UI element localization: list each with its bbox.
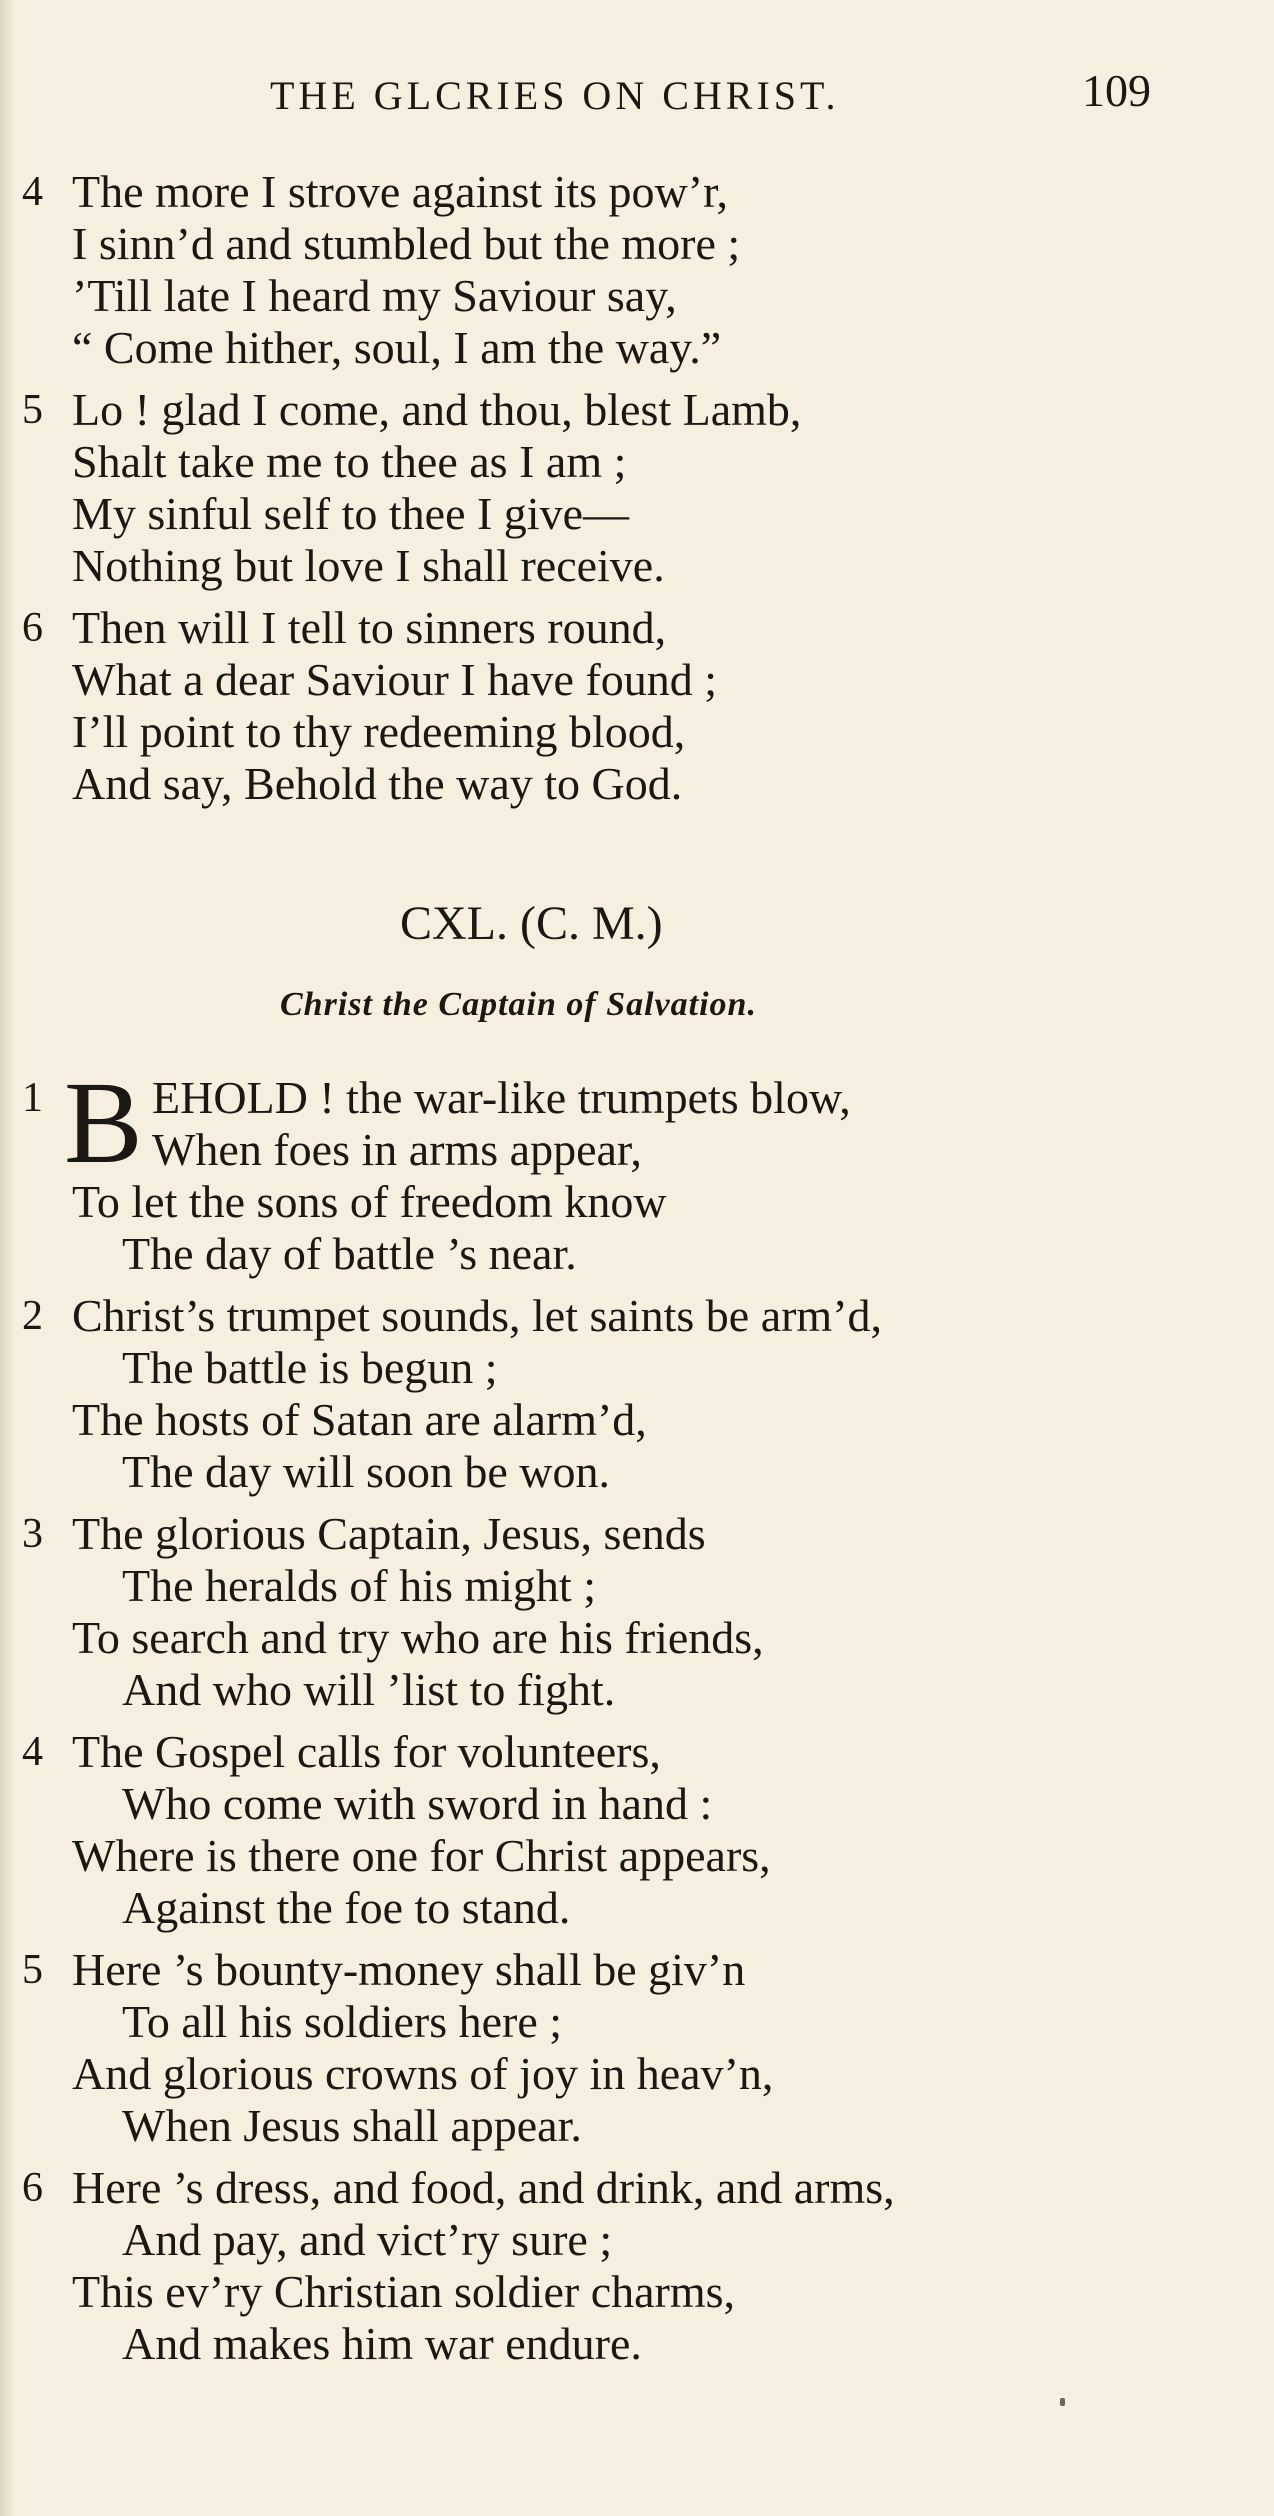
verse-line: Against the foe to stand. — [122, 1882, 571, 1933]
page-number: 109 — [1082, 65, 1151, 116]
verse-line: The day of battle ’s near. — [122, 1228, 577, 1279]
stanza-number: 5 — [22, 1947, 43, 1993]
verse-line: Here ’s dress, and food, and drink, and arms, — [72, 2162, 895, 2213]
verse-line: ’Till late I heard my Saviour say, — [72, 270, 677, 321]
hymn-subtitle: Christ the Captain of Salvation. — [280, 986, 757, 1023]
stanza-number: 4 — [22, 1729, 43, 1775]
stanza-number: 5 — [22, 387, 43, 433]
verse-line: The Gospel calls for volunteers, — [72, 1726, 661, 1777]
verse-line: And pay, and vict’ry sure ; — [122, 2214, 613, 2265]
verse-line: Who come with sword in hand : — [122, 1778, 713, 1829]
verse-line: The glorious Captain, Jesus, sends — [72, 1508, 706, 1559]
stanza-number: 4 — [22, 169, 43, 215]
running-head: THE GLCRIES ON CHRIST. — [270, 73, 840, 118]
verse-line: Nothing but love I shall receive. — [72, 540, 665, 591]
verse-line: To all his soldiers here ; — [122, 1996, 563, 2047]
verse-line: “ Come hither, soul, I am the way.” — [72, 322, 722, 373]
verse-line: What a dear Saviour I have found ; — [72, 654, 718, 705]
verse-line: Lo ! glad I come, and thou, blest Lamb, — [72, 384, 802, 435]
stanza-number: 6 — [22, 2165, 43, 2211]
verse-line: Where is there one for Christ appears, — [72, 1830, 771, 1881]
verse-line: And who will ’list to fight. — [122, 1664, 616, 1715]
verse-line: And glorious crowns of joy in heav’n, — [72, 2048, 774, 2099]
verse-line: The battle is begun ; — [122, 1342, 498, 1393]
verse-line: Shalt take me to thee as I am ; — [72, 436, 627, 487]
verse-line: The heralds of his might ; — [122, 1560, 596, 1611]
verse-line: This ev’ry Christian soldier charms, — [72, 2266, 736, 2317]
verse-line: To search and try who are his friends, — [72, 1612, 764, 1663]
verse-line: I sinn’d and stumbled but the more ; — [72, 218, 741, 269]
verse-line: When Jesus shall appear. — [122, 2100, 582, 2151]
drop-cap: B — [64, 1057, 143, 1188]
verse-line: The hosts of Satan are alarm’d, — [72, 1394, 647, 1445]
verse-line: Then will I tell to sinners round, — [72, 602, 667, 653]
verse-line: Here ’s bounty-money shall be giv’n — [72, 1944, 746, 1995]
verse-line: I’ll point to thy redeeming blood, — [72, 706, 686, 757]
verse-line: The day will soon be won. — [122, 1446, 611, 1497]
hymn-title: CXL. (C. M.) — [400, 897, 663, 950]
stanza-number: 3 — [22, 1511, 43, 1557]
verse-line: The more I strove against its pow’r, — [72, 166, 729, 217]
stanza-number: 2 — [22, 1293, 43, 1339]
verse-line: Christ’s trumpet sounds, let saints be arm’d, — [72, 1290, 883, 1341]
verse-line: To let the sons of freedom know — [72, 1176, 667, 1227]
verse-line: EHOLD ! the war-like trumpets blow, — [152, 1072, 851, 1123]
page-edge-shadow — [0, 0, 14, 2516]
verse-line: And makes him war endure. — [122, 2318, 642, 2369]
ink-speck — [1060, 2398, 1065, 2406]
stanza-number: 1 — [22, 1075, 43, 1121]
verse-line: When foes in arms appear, — [152, 1124, 642, 1175]
verse-line: My sinful self to thee I give— — [72, 488, 630, 539]
stanza-number: 6 — [22, 605, 43, 651]
verse-line: And say, Behold the way to God. — [72, 758, 683, 809]
